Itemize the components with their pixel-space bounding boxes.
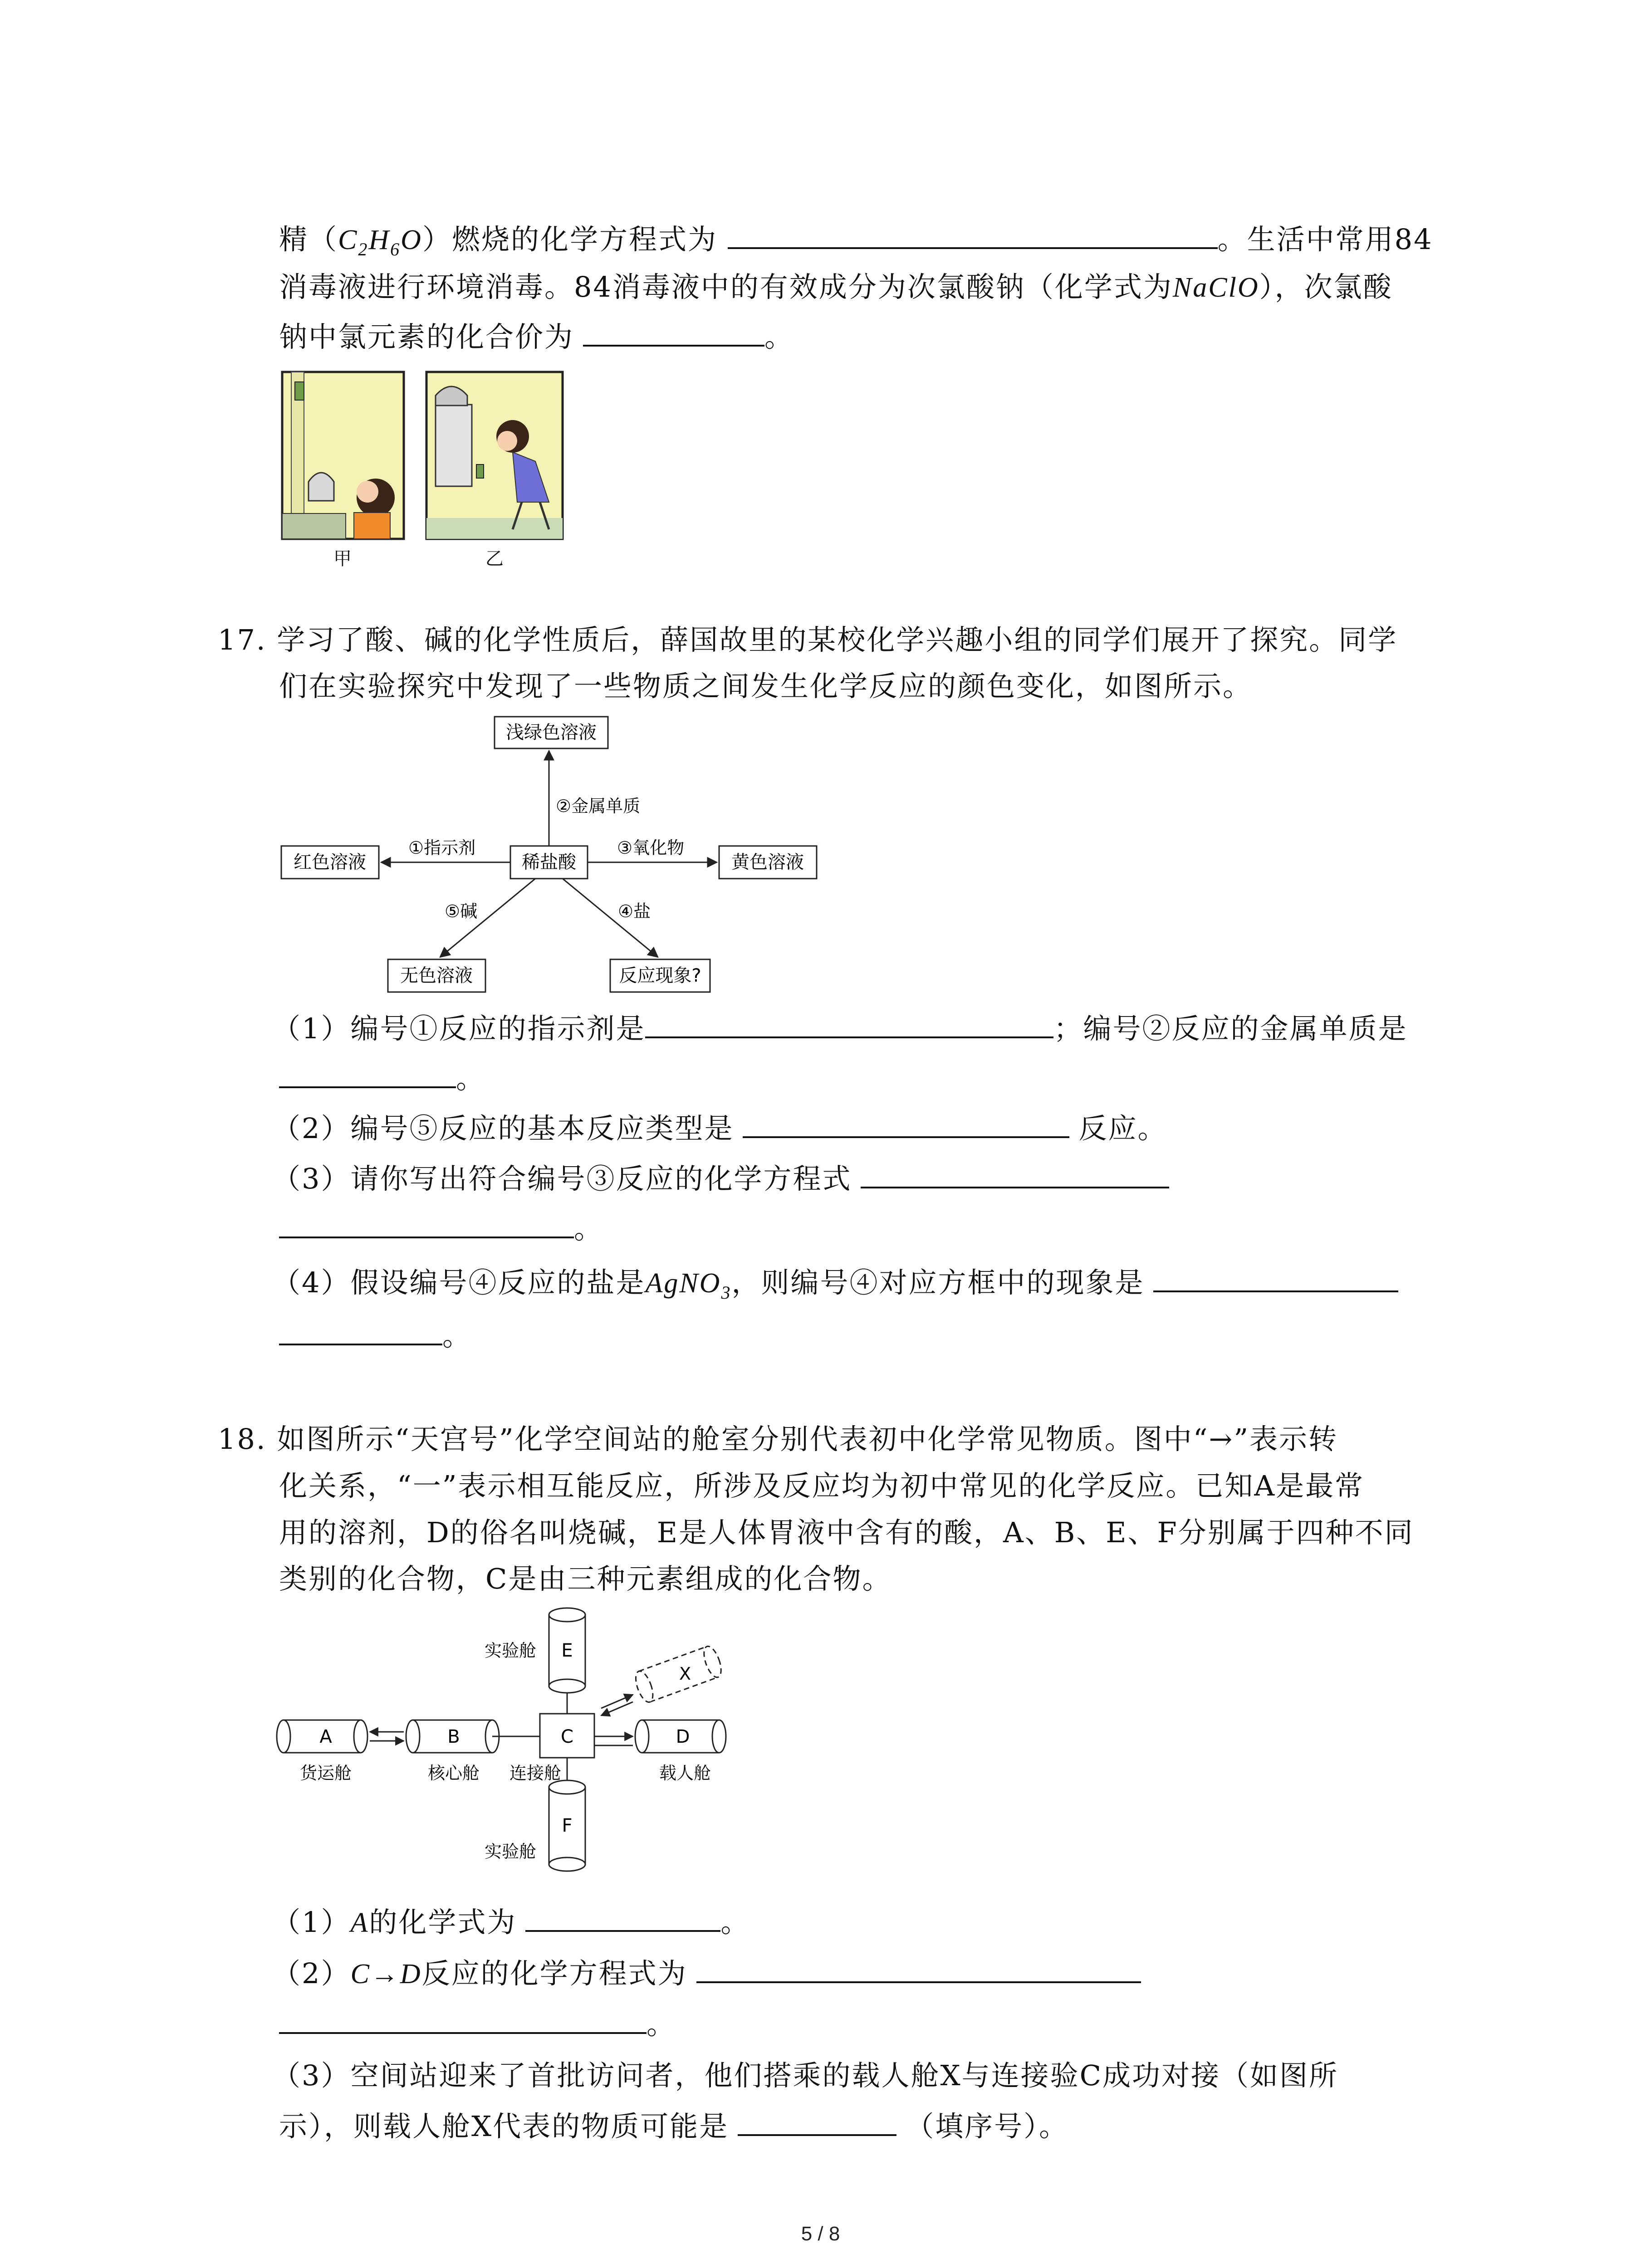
q17-text: 。	[442, 1319, 472, 1352]
variable: A	[350, 1907, 369, 1938]
q17-line-1: 17. 学习了酸、碱的化学性质后，薛国故里的某校化学兴趣小组的同学们展开了探究。同学	[218, 623, 1398, 656]
q18-text: （2）	[272, 1957, 351, 1990]
answer-blank[interactable]	[279, 2009, 647, 2034]
q18-line-1: 18. 如图所示“天宫号”化学空间站的舱室分别代表初中化学常见物质。图中“→”表示转	[218, 1422, 1338, 1456]
q18-line-4: 类别的化合物，C是由三种元素组成的化合物。	[279, 1562, 892, 1595]
label-c: C	[561, 1726, 573, 1747]
q17-part-4-cont	[279, 1321, 472, 1350]
q17-part-1-cont	[279, 1064, 485, 1093]
answer-blank[interactable]	[738, 2112, 896, 2136]
q16-line-1	[279, 225, 1433, 257]
name-cargo: 货运舱	[299, 1763, 352, 1783]
answer-blank[interactable]	[583, 322, 764, 347]
label-top: 浅绿色溶液	[506, 722, 597, 743]
q16-line-2	[279, 270, 1393, 303]
q18-line-2: 化关系，“一”表示相互能反应，所涉及反应均为初中常见的化学反应。已知A是最常	[279, 1469, 1365, 1502]
q16-text: 消毒液进行环境消毒。84消毒液中的有效成分为次氯酸钠（化学式为	[279, 270, 1173, 303]
q16-text: 。生活中常用84	[1217, 223, 1433, 256]
answer-blank[interactable]	[279, 1064, 456, 1088]
formula: AgNO	[645, 1268, 721, 1299]
formula-sub: 3	[721, 1282, 732, 1303]
q17-text: （2）编号⑤反应的基本反应类型是	[272, 1112, 734, 1145]
label-b: B	[447, 1726, 460, 1747]
name-core: 核心舱	[427, 1763, 480, 1783]
formula-sub: 2	[358, 239, 369, 259]
arrow-label-5: ⑤碱	[445, 901, 478, 921]
q16-text: 。	[764, 320, 794, 353]
arrow-label-3: ③氧化物	[617, 838, 685, 858]
q18-part-3-cont	[279, 2112, 1068, 2141]
name-connect: 连接舱	[509, 1763, 562, 1783]
q18-text: 反应的化学方程式为	[421, 1957, 687, 1990]
q17-text: （1）编号①反应的指示剂是	[272, 1012, 646, 1045]
q17-part-4	[272, 1266, 1398, 1303]
q17-text: ，则编号④对应方框中的现象是	[731, 1266, 1145, 1299]
answer-blank[interactable]	[1153, 1268, 1398, 1292]
formula-part: O	[401, 225, 422, 255]
answer-blank[interactable]	[696, 1959, 1141, 1983]
formula-part: C	[338, 225, 358, 255]
q17-text: 。	[574, 1212, 604, 1245]
answer-blank[interactable]	[525, 1907, 720, 1932]
q16-text: 钠中氯元素的化合价为	[279, 320, 574, 353]
caption-jia: 甲	[333, 548, 352, 569]
q17-text: 。	[456, 1062, 486, 1095]
caption-yi: 乙	[485, 548, 504, 569]
q16-text: 精（	[279, 223, 338, 256]
q18-space-station-diagram	[272, 1601, 771, 1901]
q17-text: （4）假设编号④反应的盐是	[272, 1266, 646, 1299]
name-crew: 载人舱	[659, 1763, 711, 1783]
label-x: X	[679, 1664, 691, 1684]
q17-part-2	[272, 1114, 1167, 1143]
q18-part-3: （3）空间站迎来了首批访问者，他们搭乘的载人舱X与连接验C成功对接（如图所	[272, 2059, 1339, 2092]
label-right: 黄色溶液	[731, 852, 804, 873]
label-center: 稀盐酸	[522, 852, 576, 873]
arrow-label-4: ④盐	[618, 901, 651, 921]
answer-blank[interactable]	[279, 1214, 574, 1238]
q18-line-3: 用的溶剂，D的俗名叫烧碱，E是人体胃液中含有的酸，A、B、E、F分别属于四种不同	[279, 1516, 1414, 1549]
q18-part-1	[272, 1907, 750, 1937]
page-number: 5 / 8	[801, 2223, 840, 2245]
label-bottom-left: 无色溶液	[400, 965, 473, 986]
name-lab-top: 实验舱	[484, 1641, 537, 1661]
q18-part-2-cont	[279, 2008, 676, 2041]
q17-part-1	[272, 1014, 1407, 1043]
q16-text: ）燃烧的化学方程式为	[422, 223, 717, 256]
label-bottom-right: 反应现象?	[619, 965, 701, 986]
formula-part: H	[368, 225, 391, 255]
q17-text: ；编号②反应的金属单质是	[1053, 1012, 1408, 1045]
panel-jia	[282, 372, 404, 539]
q18-text: （填序号）。	[906, 2110, 1069, 2143]
name-lab-bottom: 实验舱	[484, 1842, 537, 1862]
q17-text: 反应。	[1078, 1112, 1167, 1145]
q18-text: 的化学式为	[369, 1906, 517, 1939]
label-a: A	[319, 1726, 332, 1747]
answer-blank[interactable]	[861, 1164, 1169, 1188]
answer-blank[interactable]	[728, 225, 1218, 249]
q18-text: 。	[720, 1906, 750, 1939]
q17-diagram	[272, 708, 826, 1002]
formula: NaClO	[1172, 272, 1259, 303]
label-f: F	[562, 1815, 573, 1836]
formula-sub: 6	[390, 239, 401, 259]
answer-blank[interactable]	[645, 1014, 1053, 1038]
q18-text: 。	[647, 2008, 676, 2041]
q16-line-3	[279, 322, 794, 351]
q17-part-3	[272, 1164, 1169, 1193]
variable: C→D	[350, 1959, 422, 1989]
q18-text: （1）	[272, 1906, 351, 1939]
q17-text: （3）请你写出符合编号③反应的化学方程式	[272, 1162, 852, 1195]
label-d: D	[676, 1726, 690, 1747]
answer-blank[interactable]	[743, 1114, 1069, 1138]
cabin-x	[632, 1644, 725, 1705]
q18-part-2	[272, 1959, 1141, 1988]
q16-illustration	[277, 368, 572, 568]
arrow-label-2: ②金属单质	[556, 796, 641, 816]
label-e: E	[561, 1640, 573, 1661]
arrow-label-1: ①指示剂	[408, 838, 476, 858]
q17-line-2: 们在实验探究中发现了一些物质之间发生化学反应的颜色变化，如图所示。	[279, 670, 1253, 703]
q18-text: 示），则载人舱X代表的物质可能是	[279, 2110, 729, 2143]
label-left: 红色溶液	[294, 852, 366, 873]
q16-text: ），次氯酸	[1259, 270, 1393, 303]
q17-part-3-cont	[279, 1214, 603, 1243]
panel-yi	[426, 372, 563, 539]
answer-blank[interactable]	[279, 1321, 442, 1345]
